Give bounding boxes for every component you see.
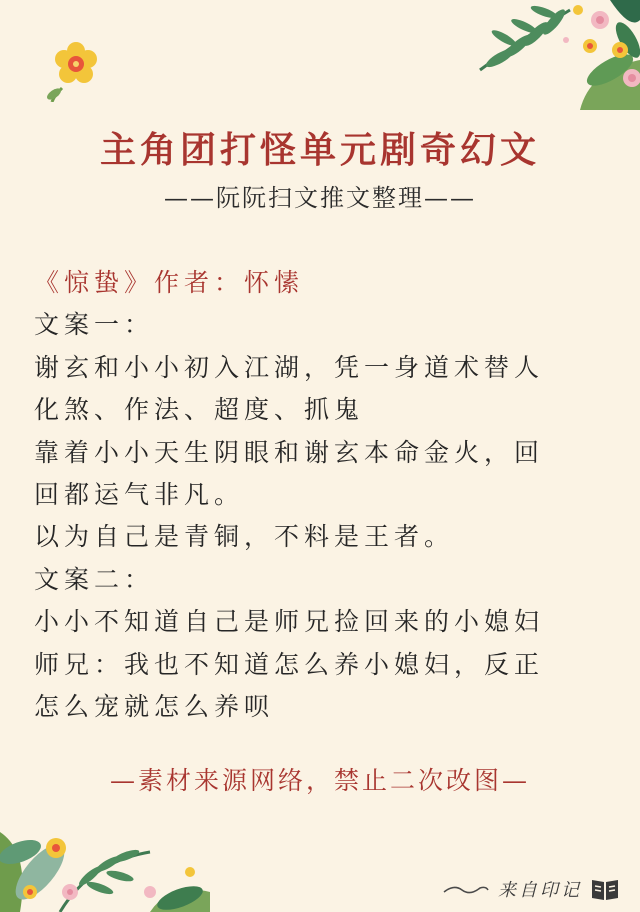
- text-line: 小小不知道自己是师兄捡回来的小媳妇: [34, 607, 545, 637]
- squiggle-line-icon: [442, 882, 490, 896]
- source-notice: —素材来源网络，禁止二次改图—: [109, 766, 530, 795]
- text-line: 靠着小小天生阴眼和谢玄本命金火，回: [34, 437, 545, 467]
- text-line: 化煞、作法、超度、抓鬼: [34, 395, 365, 425]
- text-line: 以为自己是青铜，不料是王者。: [34, 522, 455, 552]
- book-title-line: 《惊蛰》作者：怀愫: [34, 268, 305, 297]
- text-line: 怎么宠就怎么养呗: [34, 692, 275, 722]
- text-line: 回都运气非凡。: [34, 480, 245, 510]
- book-logo-icon: [590, 876, 620, 902]
- text-line: 文案二：: [34, 564, 155, 594]
- watermark: [442, 876, 620, 902]
- floral-corner-top-right-icon: [460, 0, 640, 110]
- text-line: 师兄：我也不知道怎么养小媳妇，反正: [34, 649, 545, 679]
- text-line: 文案一：: [34, 310, 155, 340]
- article-body: [34, 262, 614, 728]
- yellow-flower-icon: [44, 38, 104, 102]
- watermark-text: 来自印记: [498, 880, 582, 901]
- page-title: 主角团打怪单元剧奇幻文: [99, 129, 540, 171]
- text-line: 谢玄和小小初入江湖，凭一身道术替人: [34, 352, 545, 382]
- floral-corner-bottom-left-icon: [0, 792, 210, 912]
- page-subtitle: ——阮阮扫文推文整理——: [164, 184, 476, 212]
